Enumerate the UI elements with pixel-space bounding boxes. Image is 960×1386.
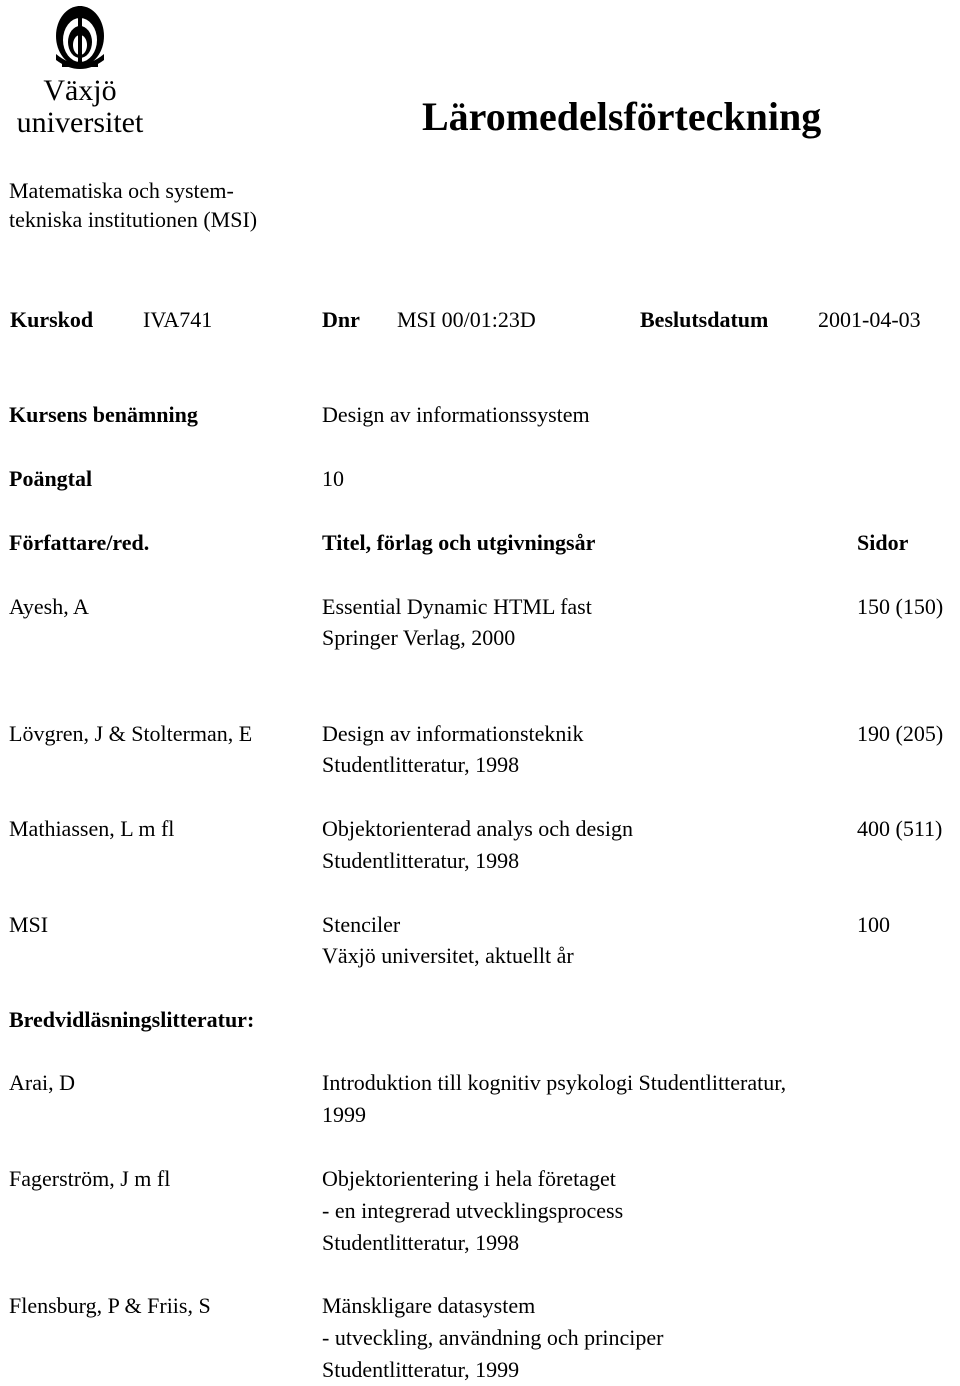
book-author: MSI [9, 912, 49, 937]
poangtal-label: Poängtal [9, 466, 93, 491]
book-publisher: Springer Verlag, 2000 [322, 625, 516, 650]
department-line-2: tekniska institutionen (MSI) [9, 207, 258, 232]
book-author: Ayesh, A [9, 594, 89, 619]
department-line-1: Matematiska och system- [9, 178, 234, 203]
title-column-header: Titel, förlag och utgivningsår [322, 530, 596, 555]
book-publisher: Studentlitteratur, 1998 [322, 752, 520, 777]
dnr-label: Dnr [322, 307, 360, 332]
supplementary-line: Studentlitteratur, 1998 [322, 1230, 520, 1255]
beslutsdatum-label: Beslutsdatum [640, 307, 769, 332]
supplementary-heading: Bredvidläsningslitteratur: [9, 1007, 255, 1032]
benamning-value: Design av informationssystem [322, 402, 590, 427]
book-title: Design av informationsteknik [322, 721, 584, 746]
dnr-value: MSI 00/01:23D [397, 307, 536, 332]
poangtal-value: 10 [322, 466, 344, 491]
document-title: Läromedelsförteckning [422, 94, 822, 139]
supplementary-line: Introduktion till kognitiv psykologi Studentlitteratur, [322, 1070, 787, 1095]
benamning-label: Kursens benämning [9, 402, 198, 427]
supplementary-title [322, 1163, 623, 1259]
supplementary-author: Fagerström, J m fl [9, 1166, 171, 1191]
author-column-header: Författare/red. [9, 530, 150, 555]
supplementary-line: - en integrerad utvecklingsprocess [322, 1198, 624, 1223]
supplementary-title [322, 1290, 664, 1386]
book-author: Mathiassen, L m fl [9, 816, 175, 841]
book-title: Essential Dynamic HTML fast [322, 594, 592, 619]
supplementary-author: Arai, D [9, 1070, 75, 1095]
book-publisher: Studentlitteratur, 1998 [322, 848, 520, 873]
book-pages: 190 (205) [857, 721, 944, 746]
pages-column-header: Sidor [857, 530, 909, 555]
beslutsdatum-value: 2001-04-03 [818, 307, 921, 332]
book-title: Objektorienterad analys och design [322, 816, 633, 841]
book-pages: 150 (150) [857, 594, 944, 619]
supplementary-line: Mänskligare datasystem [322, 1293, 536, 1318]
book-pages: 400 (511) [857, 816, 943, 841]
supplementary-line: - utveckling, användning och principer [322, 1325, 664, 1350]
svg-text:universitet: universitet [16, 106, 144, 139]
supplementary-author: Flensburg, P & Friis, S [9, 1293, 211, 1318]
kurskod-value: IVA741 [143, 307, 213, 332]
svg-text:Växjö: Växjö [43, 74, 117, 107]
supplementary-line: Objektorientering i hela företaget [322, 1166, 616, 1191]
supplementary-title [322, 1067, 786, 1131]
supplementary-line: 1999 [322, 1102, 366, 1127]
book-publisher: Växjö universitet, aktuellt år [322, 943, 574, 968]
book-author: Lövgren, J & Stolterman, E [9, 721, 253, 746]
university-emblem-icon [2, 2, 162, 142]
book-title: Stenciler [322, 912, 401, 937]
book-pages: 100 [857, 912, 890, 937]
kurskod-label: Kurskod [10, 307, 94, 332]
university-logo [2, 2, 162, 142]
supplementary-line: Studentlitteratur, 1999 [322, 1357, 520, 1382]
